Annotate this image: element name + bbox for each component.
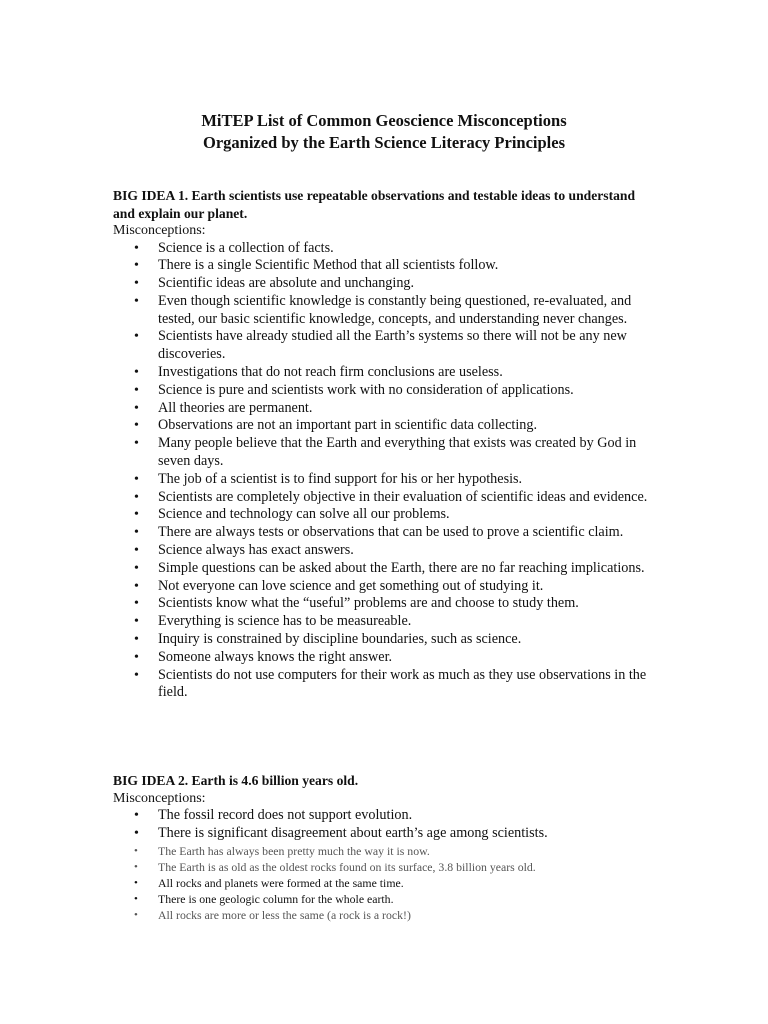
list-item	[113, 524, 658, 542]
bullet-icon: •	[134, 543, 139, 559]
bullet-icon: •	[134, 489, 139, 505]
section-heading: BIG IDEA 1. Earth scientists use repeatable observations and testable ideas to understand and explain our planet.	[113, 188, 636, 221]
bullet-icon: •	[134, 632, 139, 648]
list-item-text: There are always tests or observations that can be used to prove a scientific claim.	[158, 524, 624, 541]
section-heading: BIG IDEA 2. Earth is 4.6 billion years old.	[113, 773, 359, 788]
list-item	[113, 275, 658, 293]
document-subtitle: Organized by the Earth Science Literacy Principles	[202, 133, 566, 152]
bullet-icon: •	[134, 507, 139, 523]
list-item	[113, 595, 658, 613]
list-item-text: All rocks and planets were formed at the same time.	[158, 875, 404, 890]
bullet-icon: •	[134, 471, 139, 487]
list-item	[113, 417, 658, 435]
list-item	[113, 843, 658, 859]
bullet-icon: •	[134, 825, 139, 841]
list-item-text: Investigations that do not reach firm conclusions are useless.	[158, 364, 503, 381]
list-item-text: The job of a scientist is to find support for his or her hypothesis.	[158, 470, 523, 487]
list-item-text: Scientists are completely objective in their evaluation of scientific ideas and evidence.	[158, 488, 648, 505]
list-item	[113, 542, 658, 560]
misconceptions-label: Misconceptions:	[113, 790, 206, 806]
document-title: MiTEP List of Common Geoscience Misconceptions	[201, 111, 567, 130]
bullet-icon: •	[134, 293, 139, 309]
list-item	[113, 400, 658, 418]
bullet-icon: •	[134, 276, 139, 292]
list-item-text: All rocks are more or less the same (a rock is a rock!)	[158, 907, 411, 922]
bullet-icon: •	[134, 614, 139, 630]
bullet-icon: •	[134, 560, 139, 576]
list-item-text: Scientists do not use computers for their work as much as they use observations in the field.	[158, 666, 647, 701]
list-item	[113, 613, 658, 631]
list-item-text: Science always has exact answers.	[158, 542, 354, 559]
list-item	[113, 489, 658, 507]
bullet-icon: •	[134, 844, 138, 857]
bullet-icon: •	[134, 876, 138, 889]
list-item-text: Scientists know what the “useful” problems are and choose to study them.	[158, 595, 579, 612]
list-item	[113, 631, 658, 649]
bullet-icon: •	[134, 892, 138, 905]
list-item-text: Scientific ideas are absolute and unchanging.	[158, 275, 415, 292]
bullet-icon: •	[134, 258, 139, 274]
misconception-list-small	[113, 843, 658, 923]
list-item-text: All theories are permanent.	[158, 399, 313, 416]
list-item	[113, 435, 658, 471]
bullet-icon: •	[134, 329, 139, 345]
list-item-text: The fossil record does not support evolution.	[158, 807, 413, 823]
list-item-text: Science and technology can solve all our problems.	[158, 506, 450, 523]
bullet-icon: •	[134, 525, 139, 541]
bullet-icon: •	[134, 240, 139, 256]
list-item	[113, 257, 658, 275]
bullet-icon: •	[134, 400, 139, 416]
bullet-icon: •	[134, 908, 138, 921]
bullet-icon: •	[134, 808, 139, 823]
list-item	[113, 560, 658, 578]
list-item-text: Observations are not an important part in scientific data collecting.	[158, 417, 537, 434]
list-item-text: Inquiry is constrained by discipline boundaries, such as science.	[158, 631, 522, 648]
list-item-text: Science is a collection of facts.	[158, 239, 334, 256]
list-item	[113, 328, 658, 364]
list-item	[113, 667, 658, 703]
bullet-icon: •	[134, 382, 139, 398]
bullet-icon: •	[134, 365, 139, 381]
list-item	[113, 578, 658, 596]
list-item	[113, 807, 658, 825]
list-item	[113, 382, 658, 400]
list-item	[113, 649, 658, 667]
bullet-icon: •	[134, 667, 139, 683]
list-item-text: Not everyone can love science and get something out of studying it.	[158, 577, 544, 594]
list-item	[113, 364, 658, 382]
bullet-icon: •	[134, 578, 139, 594]
list-item-text: Science is pure and scientists work with no consideration of applications.	[158, 381, 574, 398]
misconception-list	[113, 807, 658, 843]
list-item-text: The Earth has always been pretty much the way it is now.	[158, 843, 430, 858]
section-big-idea-2	[113, 772, 658, 923]
section-big-idea-1	[113, 187, 658, 702]
list-item	[113, 859, 658, 875]
list-item-text: Scientists have already studied all the Earth’s systems so there will not be any new discoveries.	[158, 328, 627, 363]
misconception-list	[113, 240, 658, 703]
list-item	[113, 825, 658, 843]
list-item	[113, 875, 658, 891]
bullet-icon: •	[134, 596, 139, 612]
list-item-text: Even though scientific knowledge is constantly being questioned, re-evaluated, and tested, our basic scientific knowledge, concepts, and understanding never changes.	[158, 292, 632, 327]
list-item	[113, 891, 658, 907]
list-item-text: Someone always knows the right answer.	[158, 648, 393, 665]
bullet-icon: •	[134, 649, 139, 665]
list-item-text: Simple questions can be asked about the Earth, there are no far reaching implications.	[158, 559, 645, 576]
misconceptions-label: Misconceptions:	[113, 223, 206, 238]
bullet-icon: •	[134, 436, 139, 452]
list-item	[113, 293, 658, 329]
bullet-icon: •	[134, 418, 139, 434]
list-item-text: Everything is science has to be measureable.	[158, 613, 412, 630]
list-item	[113, 907, 658, 923]
list-item-text: There is significant disagreement about earth’s age among scientists.	[158, 824, 548, 841]
list-item-text: The Earth is as old as the oldest rocks found on its surface, 3.8 billion years old.	[158, 859, 536, 874]
list-item	[113, 240, 658, 258]
bullet-icon: •	[134, 860, 138, 873]
list-item-text: There is one geologic column for the whole earth.	[158, 891, 394, 906]
list-item-text: There is a single Scientific Method that all scientists follow.	[158, 257, 499, 274]
list-item-text: Many people believe that the Earth and everything that exists was created by God in seven days.	[158, 435, 637, 470]
list-item	[113, 506, 658, 524]
list-item	[113, 471, 658, 489]
